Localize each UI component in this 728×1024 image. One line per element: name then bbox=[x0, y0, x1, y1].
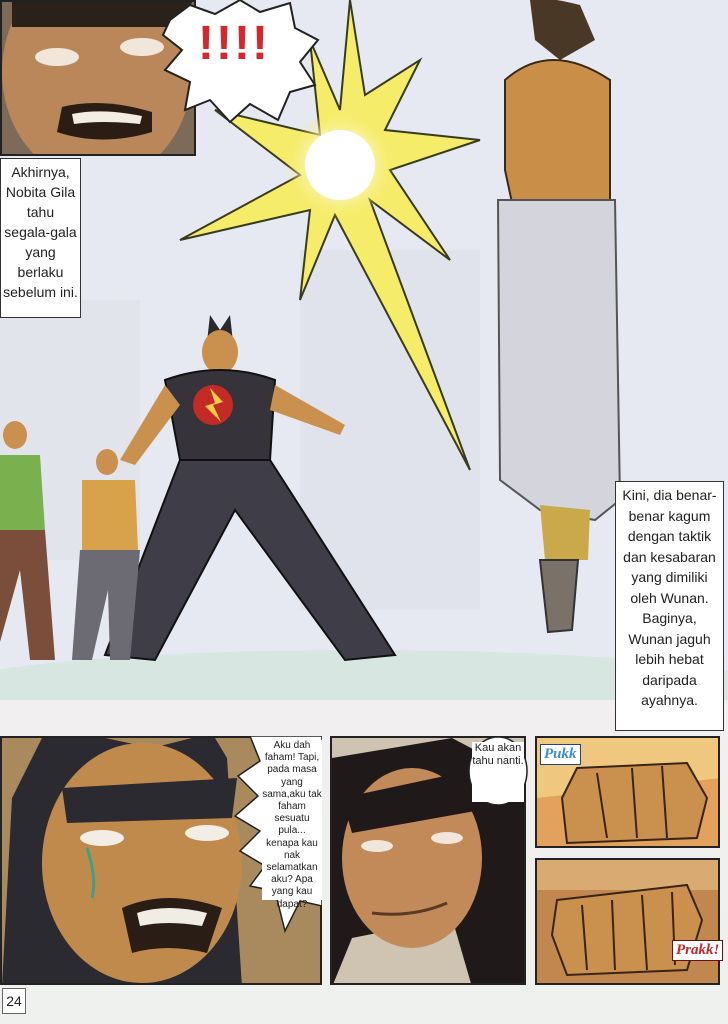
caption-right: Kini, dia benar-benar kagum dengan taktik dan kesabaran yang dimiliki oleh Wunan. Baginya, Wunan jaguh lebih hebat daripada ayahnya. bbox=[615, 481, 724, 731]
levitating-hero bbox=[460, 0, 635, 640]
sfx-pukk: Pukk bbox=[540, 744, 581, 765]
sfx-prakk: Prakk! bbox=[672, 940, 723, 961]
page-number: 24 bbox=[2, 988, 26, 1014]
exclaim-sfx: !!!! bbox=[198, 17, 270, 70]
caption-top-left: Akhirnya, Nobita Gila tahu segala-gala yang berlaku sebelum ini. bbox=[0, 158, 81, 318]
background-henchmen bbox=[0, 420, 150, 670]
speech-hero: Kau akan tahu nanti. bbox=[472, 742, 524, 802]
hand-art-2 bbox=[537, 860, 720, 985]
speech-villain: Aku dah faham! Tapi, pada masa yang sama,aku tak faham sesuatu pula... kenapa kau nak selamatkan aku? Apa yang kau dapat? bbox=[262, 740, 322, 910]
panel-hand-prakk bbox=[535, 858, 720, 985]
